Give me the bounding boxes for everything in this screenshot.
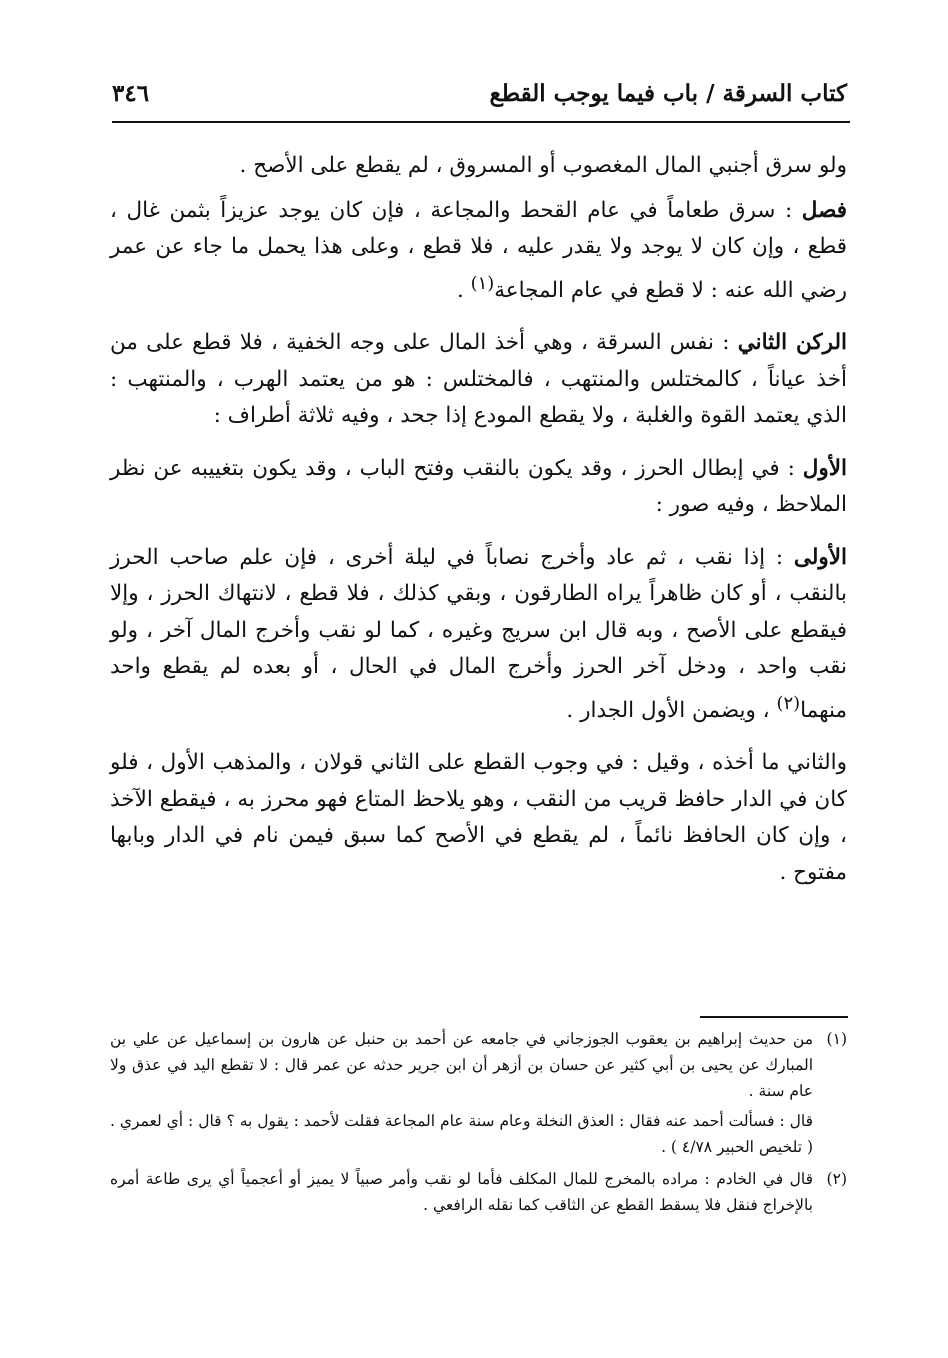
footnote-text: قال : فسألت أحمد عنه فقال : العذق النخلة وعام سنة عام المجاعة فقلت لأحمد : يقول به ؟ قال : أي لعمري . ( تلخيص الحبير ٤/٧٨ ) .: [110, 1112, 813, 1156]
paragraph: [110, 540, 847, 730]
footnote-number: (١): [826, 1030, 847, 1048]
paragraph-text: ولو سرق أجنبي المال المغصوب أو المسروق ، لم يقطع على الأصح .: [239, 153, 847, 178]
footnote-ref: (١): [470, 272, 495, 294]
footnote-divider: [700, 1016, 848, 1018]
paragraph-text: : في إبطال الحرز ، وقد يكون بالنقب وفتح الباب ، وقد يكون بتغييبه عن نظر الملاحظ ، وفيه صور :: [110, 455, 847, 518]
page-header: [112, 80, 847, 120]
paragraph-text: : نفس السرقة ، وهي أخذ المال على وجه الخفية ، فلا قطع على من أخذ عياناً ، كالمختلس والمنتهب ، فالمختلس : هو من يعتمد الهرب ، والمنتهب : الذي يعتمد القوة والغلبة ، ولا يقطع المودع إذا جحد ، وفيه ثلاثة أطراف :: [110, 330, 847, 429]
paragraph-text: والثاني ما أخذه ، وقيل : في وجوب القطع على الثاني قولان ، والمذهب الأول ، فلو كان في الدار حافظ قريب من النقب ، وهو يلاحظ المتاع فهو محرز به ، فيقطع الآخذ ، وإن كان الحافظ نائماً ، لم يقطع في الأصح كما سبق فيمن نام في الدار وبابها مفتوح .: [110, 750, 847, 885]
paragraph-text: ، ويضمن الأول الجدار .: [566, 697, 777, 723]
footnote: [110, 1166, 847, 1218]
header-divider: [112, 121, 850, 123]
paragraph: [110, 193, 847, 310]
footnote: [110, 1026, 847, 1160]
paragraph-text: : إذا نقب ، ثم عاد وأخرج نصاباً في ليلة أخرى ، فإن علم صاحب الحرز بالنقب ، أو كان ظاهراً يراه الطارقون ، وبقي كذلك ، فلا قطع ، لانتهاك الحرز ، وإلا فيقطع على الأصح ، وبه قال ابن سريج وغيره ، كما لو نقب وأخرج المال آخر ، ولو نقب واحد ، ودخل آخر الحرز وأخرج المال في الحال ، أو بعده لم يقطع واحد منهما: [110, 544, 847, 723]
footnote-text: من حديث إبراهيم بن يعقوب الجوزجاني في جامعه عن أحمد بن حنبل عن هارون بن إسماعيل عن علي بن المبارك عن يحيى بن أبي كثير عن حسان بن أزهر أن ابن جرير حدثه عن عمر قال : لا تقطع اليد في عذق ولا عام سنة .: [110, 1030, 813, 1100]
footnote-ref: (٢): [776, 692, 801, 714]
paragraph-text: .: [456, 277, 471, 303]
page-number: ٣٤٦: [112, 80, 150, 107]
running-title: كتاب السرقة / باب فيما يوجب القطع: [489, 80, 847, 107]
section-heading: فصل: [801, 197, 848, 223]
paragraph: [110, 745, 847, 891]
paragraph: [110, 325, 847, 435]
section-heading: الأولى: [793, 544, 847, 570]
paragraph-text: : سرق طعاماً في عام القحط والمجاعة ، فإن كان يوجد عزيزاً بثمن غال ، قطع ، وإن كان لا يوجد ولا يقدر عليه ، فلا قطع ، وعلى هذا يحمل ما جاء عن عمر رضي الله عنه : لا قطع في عام المجاعة: [110, 197, 847, 303]
footnote-text: قال في الخادم : مراده بالمخرج للمال المكلف فأما لو نقب وأمر صبياً لا يميز أو أعجمياً أي يرى طاعة أمره بالإخراج فنقل فلا يسقط القطع عن الثاقب كما نقله الرافعي .: [110, 1170, 813, 1214]
paragraph: [110, 148, 847, 185]
section-heading: الركن الثاني: [737, 330, 847, 356]
footnote-number: (٢): [826, 1170, 847, 1188]
main-text: [110, 148, 847, 907]
paragraph: [110, 451, 847, 524]
footnotes: [110, 1026, 847, 1224]
section-heading: الأول: [802, 455, 847, 481]
